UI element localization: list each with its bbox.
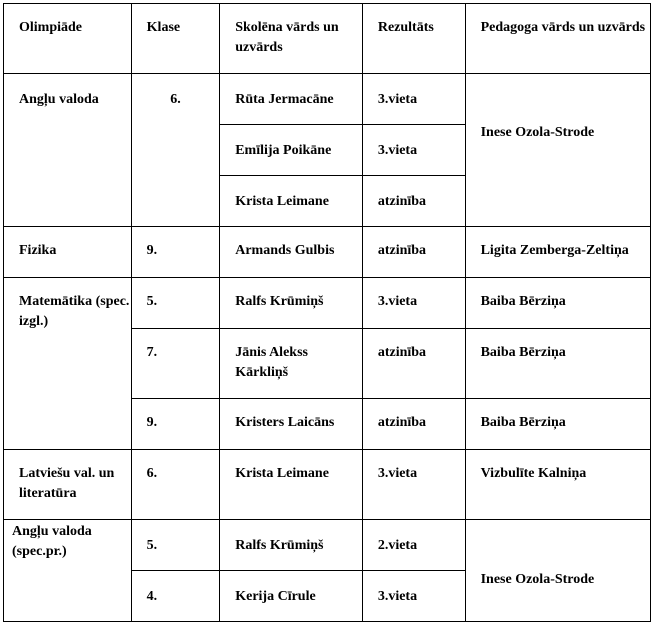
cell-pedagogs: Inese Ozola-Strode: [465, 520, 650, 622]
cell-rezultats: 3.vieta: [362, 278, 465, 329]
header-skolens: Skolēna vārds un uzvārds: [220, 4, 363, 74]
header-pedagogs: Pedagoga vārds un uzvārds: [465, 4, 650, 74]
table-row: [4, 450, 651, 520]
cell-rezultats: 3.vieta: [362, 125, 465, 176]
header-olimpiade: Olimpiāde: [4, 4, 132, 74]
cell-rezultats: 2.vieta: [362, 520, 465, 571]
cell-skolens: Rūta Jermacāne: [220, 74, 363, 125]
cell-rezultats: atzinība: [362, 176, 465, 227]
cell-olimpiade: Fizika: [4, 227, 132, 278]
cell-skolens: Emīlija Poikāne: [220, 125, 363, 176]
cell-pedagogs: Baiba Bērziņa: [465, 399, 650, 450]
cell-klase: 6.: [131, 74, 220, 227]
cell-skolens: Armands Gulbis: [220, 227, 363, 278]
header-row: [4, 4, 651, 74]
cell-klase: 9.: [131, 399, 220, 450]
cell-skolens: Jānis Alekss Kārkliņš: [220, 329, 363, 399]
cell-rezultats: atzinība: [362, 399, 465, 450]
cell-rezultats: 3.vieta: [362, 450, 465, 520]
cell-klase: 4.: [131, 571, 220, 622]
cell-skolens: Ralfs Krūmiņš: [220, 520, 363, 571]
header-klase: Klase: [131, 4, 220, 74]
cell-klase: 5.: [131, 278, 220, 329]
cell-skolens: Kerija Cīrule: [220, 571, 363, 622]
cell-klase: 9.: [131, 227, 220, 278]
cell-olimpiade: Matemātika (spec. izgl.): [4, 278, 132, 450]
header-rezultats: Rezultāts: [362, 4, 465, 74]
cell-pedagogs: Baiba Bērziņa: [465, 329, 650, 399]
cell-skolens: Krista Leimane: [220, 176, 363, 227]
cell-pedagogs: Baiba Bērziņa: [465, 278, 650, 329]
cell-olimpiade: Angļu valoda (spec.pr.): [4, 520, 132, 622]
cell-olimpiade: Latviešu val. un literatūra: [4, 450, 132, 520]
cell-klase: 6.: [131, 450, 220, 520]
table-row: [4, 278, 651, 329]
cell-olimpiade: Angļu valoda: [4, 74, 132, 227]
cell-skolens: Ralfs Krūmiņš: [220, 278, 363, 329]
cell-pedagogs: Inese Ozola-Strode: [465, 74, 650, 227]
cell-klase: 5.: [131, 520, 220, 571]
table-row: [4, 520, 651, 571]
cell-skolens: Kristers Laicāns: [220, 399, 363, 450]
cell-rezultats: atzinība: [362, 227, 465, 278]
cell-klase: 7.: [131, 329, 220, 399]
cell-pedagogs: Vizbulīte Kalniņa: [465, 450, 650, 520]
results-table: [3, 3, 651, 622]
cell-rezultats: 3.vieta: [362, 571, 465, 622]
table-row: [4, 74, 651, 125]
cell-rezultats: atzinība: [362, 329, 465, 399]
cell-rezultats: 3.vieta: [362, 74, 465, 125]
table-row: [4, 227, 651, 278]
cell-skolens: Krista Leimane: [220, 450, 363, 520]
cell-pedagogs: Ligita Zemberga-Zeltiņa: [465, 227, 650, 278]
